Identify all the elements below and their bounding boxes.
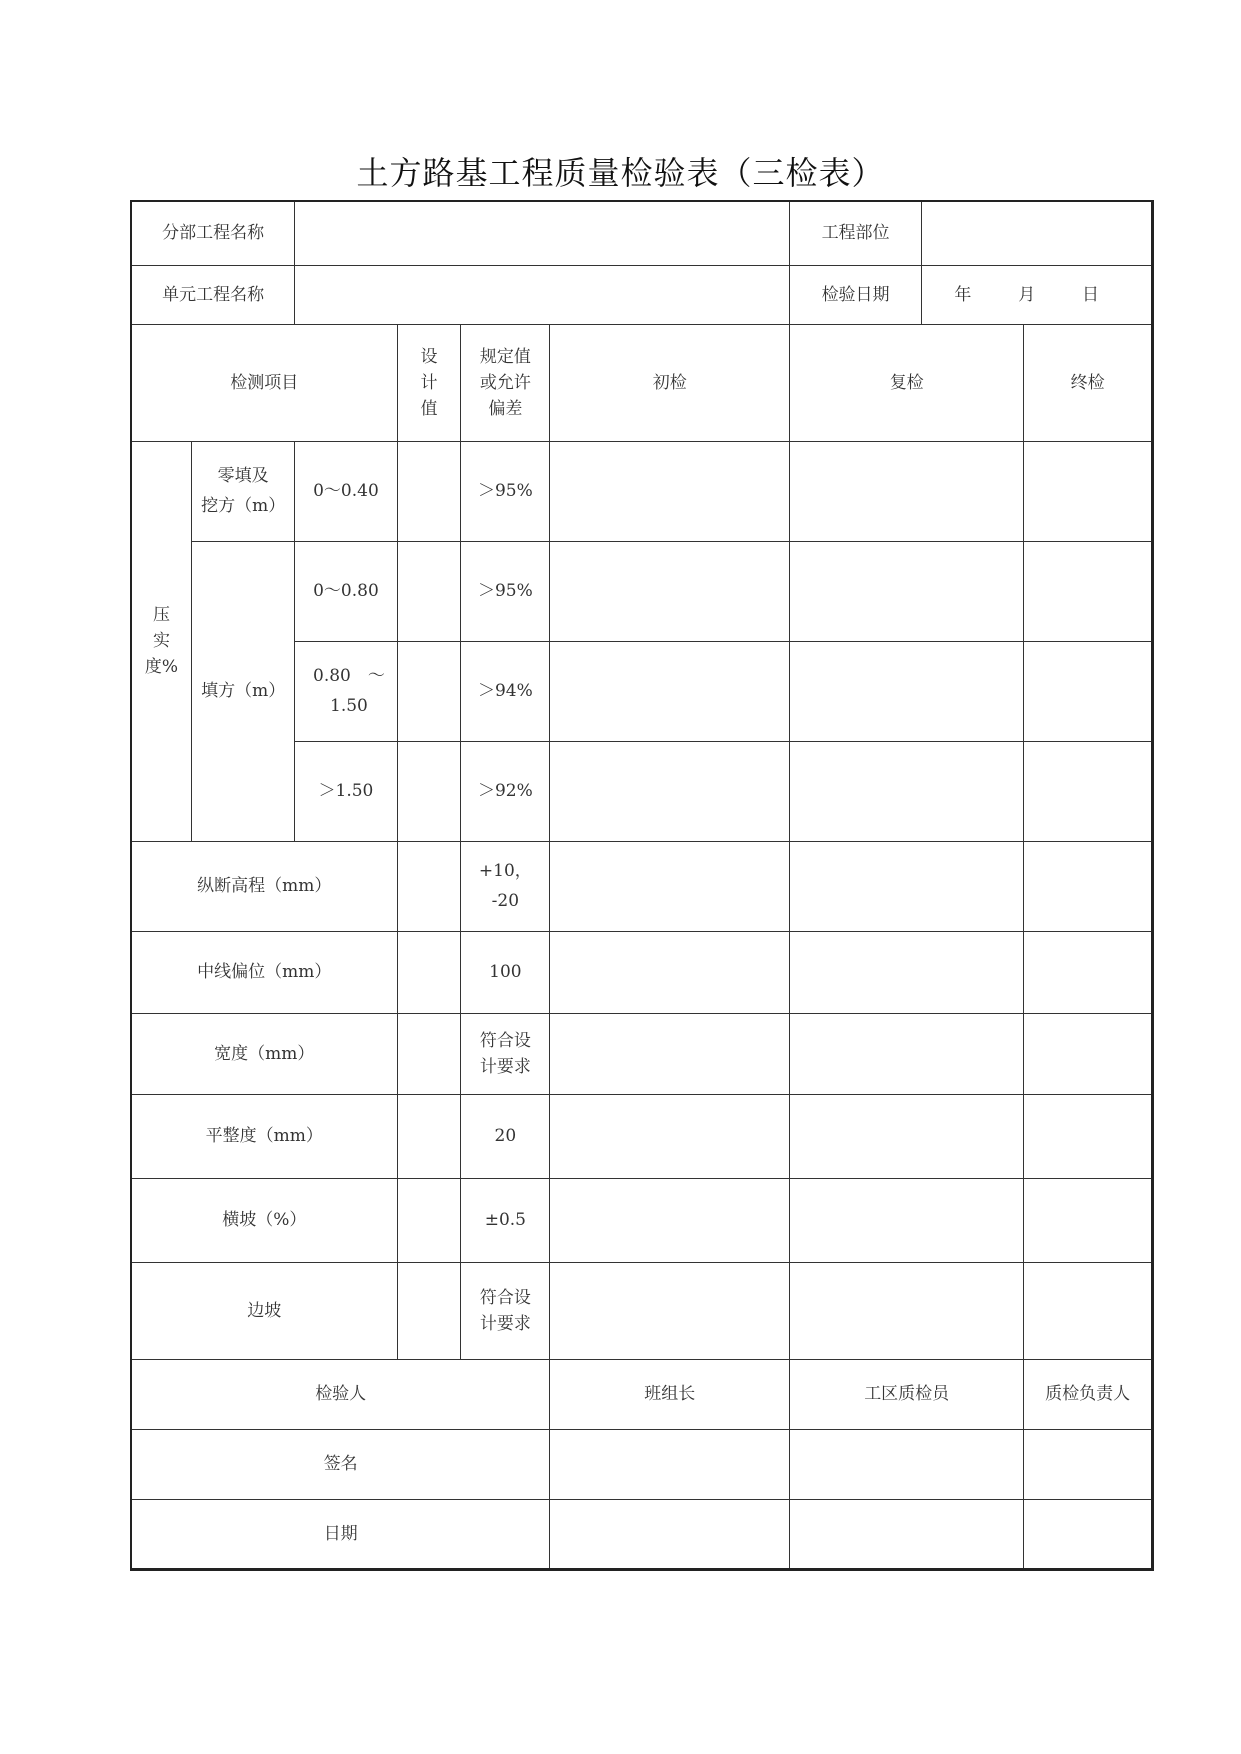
spec-value xyxy=(461,1262,550,1359)
date-month: 月 xyxy=(1018,284,1036,305)
qc-manager-label: 质检负责人 xyxy=(1024,1359,1153,1429)
item-name: 边坡 xyxy=(131,1262,397,1359)
inspection-table xyxy=(130,200,1154,1571)
depth-range: 0～0.80 xyxy=(295,541,397,641)
design-value-cell[interactable] xyxy=(397,931,461,1013)
signoff-date-row xyxy=(131,1499,1153,1569)
spec-value xyxy=(461,841,550,931)
spec-line-1: 符合设 xyxy=(479,1030,531,1051)
spec-value: ＞95% xyxy=(461,441,550,541)
final-check-cell[interactable] xyxy=(1024,641,1153,741)
unit-project-value[interactable] xyxy=(295,265,790,324)
spec-value: 100 xyxy=(461,931,550,1013)
first-check-cell[interactable] xyxy=(550,641,790,741)
final-check-cell[interactable] xyxy=(1024,541,1153,641)
col-design-line-1: 设 xyxy=(420,346,438,367)
date-day: 日 xyxy=(1082,284,1099,305)
inspection-date-value[interactable] xyxy=(922,265,1153,324)
re-check-cell[interactable] xyxy=(790,1178,1024,1262)
item-row xyxy=(131,1262,1153,1359)
re-check-cell[interactable] xyxy=(790,741,1024,841)
spec-value: ＞95% xyxy=(461,541,550,641)
design-value-cell[interactable] xyxy=(397,541,461,641)
qc-manager-date[interactable] xyxy=(1024,1499,1153,1569)
re-check-cell[interactable] xyxy=(790,641,1024,741)
first-check-cell[interactable] xyxy=(550,841,790,931)
spec-line-1: 符合设 xyxy=(479,1287,531,1308)
spec-line-1: +10， xyxy=(478,861,532,881)
inspector-label: 检验人 xyxy=(131,1359,550,1429)
re-check-cell[interactable] xyxy=(790,441,1024,541)
signoff-header-row xyxy=(131,1359,1153,1429)
item-row xyxy=(131,1013,1153,1094)
signature-row xyxy=(131,1429,1153,1499)
re-check-cell[interactable] xyxy=(790,1262,1024,1359)
area-qc-signature[interactable] xyxy=(790,1429,1024,1499)
final-check-cell[interactable] xyxy=(1024,1094,1153,1178)
item-name: 平整度（mm） xyxy=(131,1094,397,1178)
col-spec-line-3: 偏差 xyxy=(488,398,523,419)
cut-label-line-2: 挖方（m） xyxy=(201,496,286,516)
first-check-cell[interactable] xyxy=(550,441,790,541)
sub-project-row xyxy=(131,201,1153,265)
design-value-cell[interactable] xyxy=(397,841,461,931)
col-spec-line-2: 或允许 xyxy=(479,372,531,393)
first-check-cell[interactable] xyxy=(550,541,790,641)
compaction-row xyxy=(131,541,1153,641)
first-check-cell[interactable] xyxy=(550,741,790,841)
spec-line-2: 计要求 xyxy=(479,1313,531,1334)
final-check-cell[interactable] xyxy=(1024,1178,1153,1262)
compaction-row xyxy=(131,441,1153,541)
depth-range xyxy=(295,641,397,741)
compaction-label-line-3: 度% xyxy=(144,657,179,677)
item-row xyxy=(131,841,1153,931)
location-value[interactable] xyxy=(922,201,1153,265)
spec-value: ±0.5 xyxy=(461,1178,550,1262)
spec-line-2: -20 xyxy=(491,891,520,911)
design-value-cell[interactable] xyxy=(397,1013,461,1094)
item-name: 纵断高程（mm） xyxy=(131,841,397,931)
col-first-check: 初检 xyxy=(550,324,790,441)
final-check-cell[interactable] xyxy=(1024,931,1153,1013)
date-label: 检验日期 xyxy=(790,265,922,324)
col-spec-line-1: 规定值 xyxy=(479,346,531,367)
sub-project-label: 分部工程名称 xyxy=(131,201,295,265)
final-check-cell[interactable] xyxy=(1024,841,1153,931)
location-label: 工程部位 xyxy=(790,201,922,265)
sub-project-value[interactable] xyxy=(295,201,790,265)
depth-range: 0～0.40 xyxy=(295,441,397,541)
re-check-cell[interactable] xyxy=(790,1094,1024,1178)
col-item: 检测项目 xyxy=(131,324,397,441)
fill-label: 填方（m） xyxy=(191,541,294,841)
col-re-check: 复检 xyxy=(790,324,1024,441)
col-final-check: 终检 xyxy=(1024,324,1153,441)
qc-manager-signature[interactable] xyxy=(1024,1429,1153,1499)
compaction-label xyxy=(131,441,191,841)
compaction-label-line-1: 压 xyxy=(152,605,170,625)
final-check-cell[interactable] xyxy=(1024,1262,1153,1359)
item-row xyxy=(131,931,1153,1013)
spec-value: ＞92% xyxy=(461,741,550,841)
design-value-cell[interactable] xyxy=(397,1094,461,1178)
team-leader-date[interactable] xyxy=(550,1499,790,1569)
team-leader-label: 班组长 xyxy=(550,1359,790,1429)
item-row xyxy=(131,1094,1153,1178)
item-name: 中线偏位（mm） xyxy=(131,931,397,1013)
cut-label-line-1: 零填及 xyxy=(217,466,269,486)
depth-range-line-1: 0.80 ～ xyxy=(313,666,385,686)
re-check-cell[interactable] xyxy=(790,841,1024,931)
col-design-value xyxy=(397,324,461,441)
column-header-row xyxy=(131,324,1153,441)
re-check-cell[interactable] xyxy=(790,931,1024,1013)
page-title: 土方路基工程质量检验表（三检表） xyxy=(356,154,885,192)
spec-value xyxy=(461,1013,550,1094)
cut-fill-label xyxy=(191,441,294,541)
signature-label: 签名 xyxy=(131,1429,550,1499)
depth-range: ＞1.50 xyxy=(295,741,397,841)
re-check-cell[interactable] xyxy=(790,541,1024,641)
depth-range-line-2: 1.50 xyxy=(330,696,368,716)
col-spec xyxy=(461,324,550,441)
final-check-cell[interactable] xyxy=(1024,441,1153,541)
design-value-cell[interactable] xyxy=(397,441,461,541)
spec-line-2: 计要求 xyxy=(479,1056,531,1077)
spec-value: 20 xyxy=(461,1094,550,1178)
compaction-label-line-2: 实 xyxy=(152,631,170,651)
team-leader-signature[interactable] xyxy=(550,1429,790,1499)
first-check-cell[interactable] xyxy=(550,1262,790,1359)
area-qc-date[interactable] xyxy=(790,1499,1024,1569)
date-year: 年 xyxy=(954,284,972,305)
item-name: 宽度（mm） xyxy=(131,1013,397,1094)
design-value-cell[interactable] xyxy=(397,641,461,741)
signoff-date-label: 日期 xyxy=(131,1499,550,1569)
first-check-cell[interactable] xyxy=(550,1178,790,1262)
final-check-cell[interactable] xyxy=(1024,1013,1153,1094)
design-value-cell[interactable] xyxy=(397,1262,461,1359)
spec-value: ＞94% xyxy=(461,641,550,741)
item-name: 横坡（%） xyxy=(131,1178,397,1262)
re-check-cell[interactable] xyxy=(790,1013,1024,1094)
col-design-line-3: 值 xyxy=(420,398,438,419)
first-check-cell[interactable] xyxy=(550,1013,790,1094)
first-check-cell[interactable] xyxy=(550,1094,790,1178)
unit-project-row xyxy=(131,265,1153,324)
first-check-cell[interactable] xyxy=(550,931,790,1013)
item-row xyxy=(131,1178,1153,1262)
unit-project-label: 单元工程名称 xyxy=(131,265,295,324)
design-value-cell[interactable] xyxy=(397,741,461,841)
design-value-cell[interactable] xyxy=(397,1178,461,1262)
final-check-cell[interactable] xyxy=(1024,741,1153,841)
area-qc-label: 工区质检员 xyxy=(790,1359,1024,1429)
col-design-line-2: 计 xyxy=(420,372,438,393)
